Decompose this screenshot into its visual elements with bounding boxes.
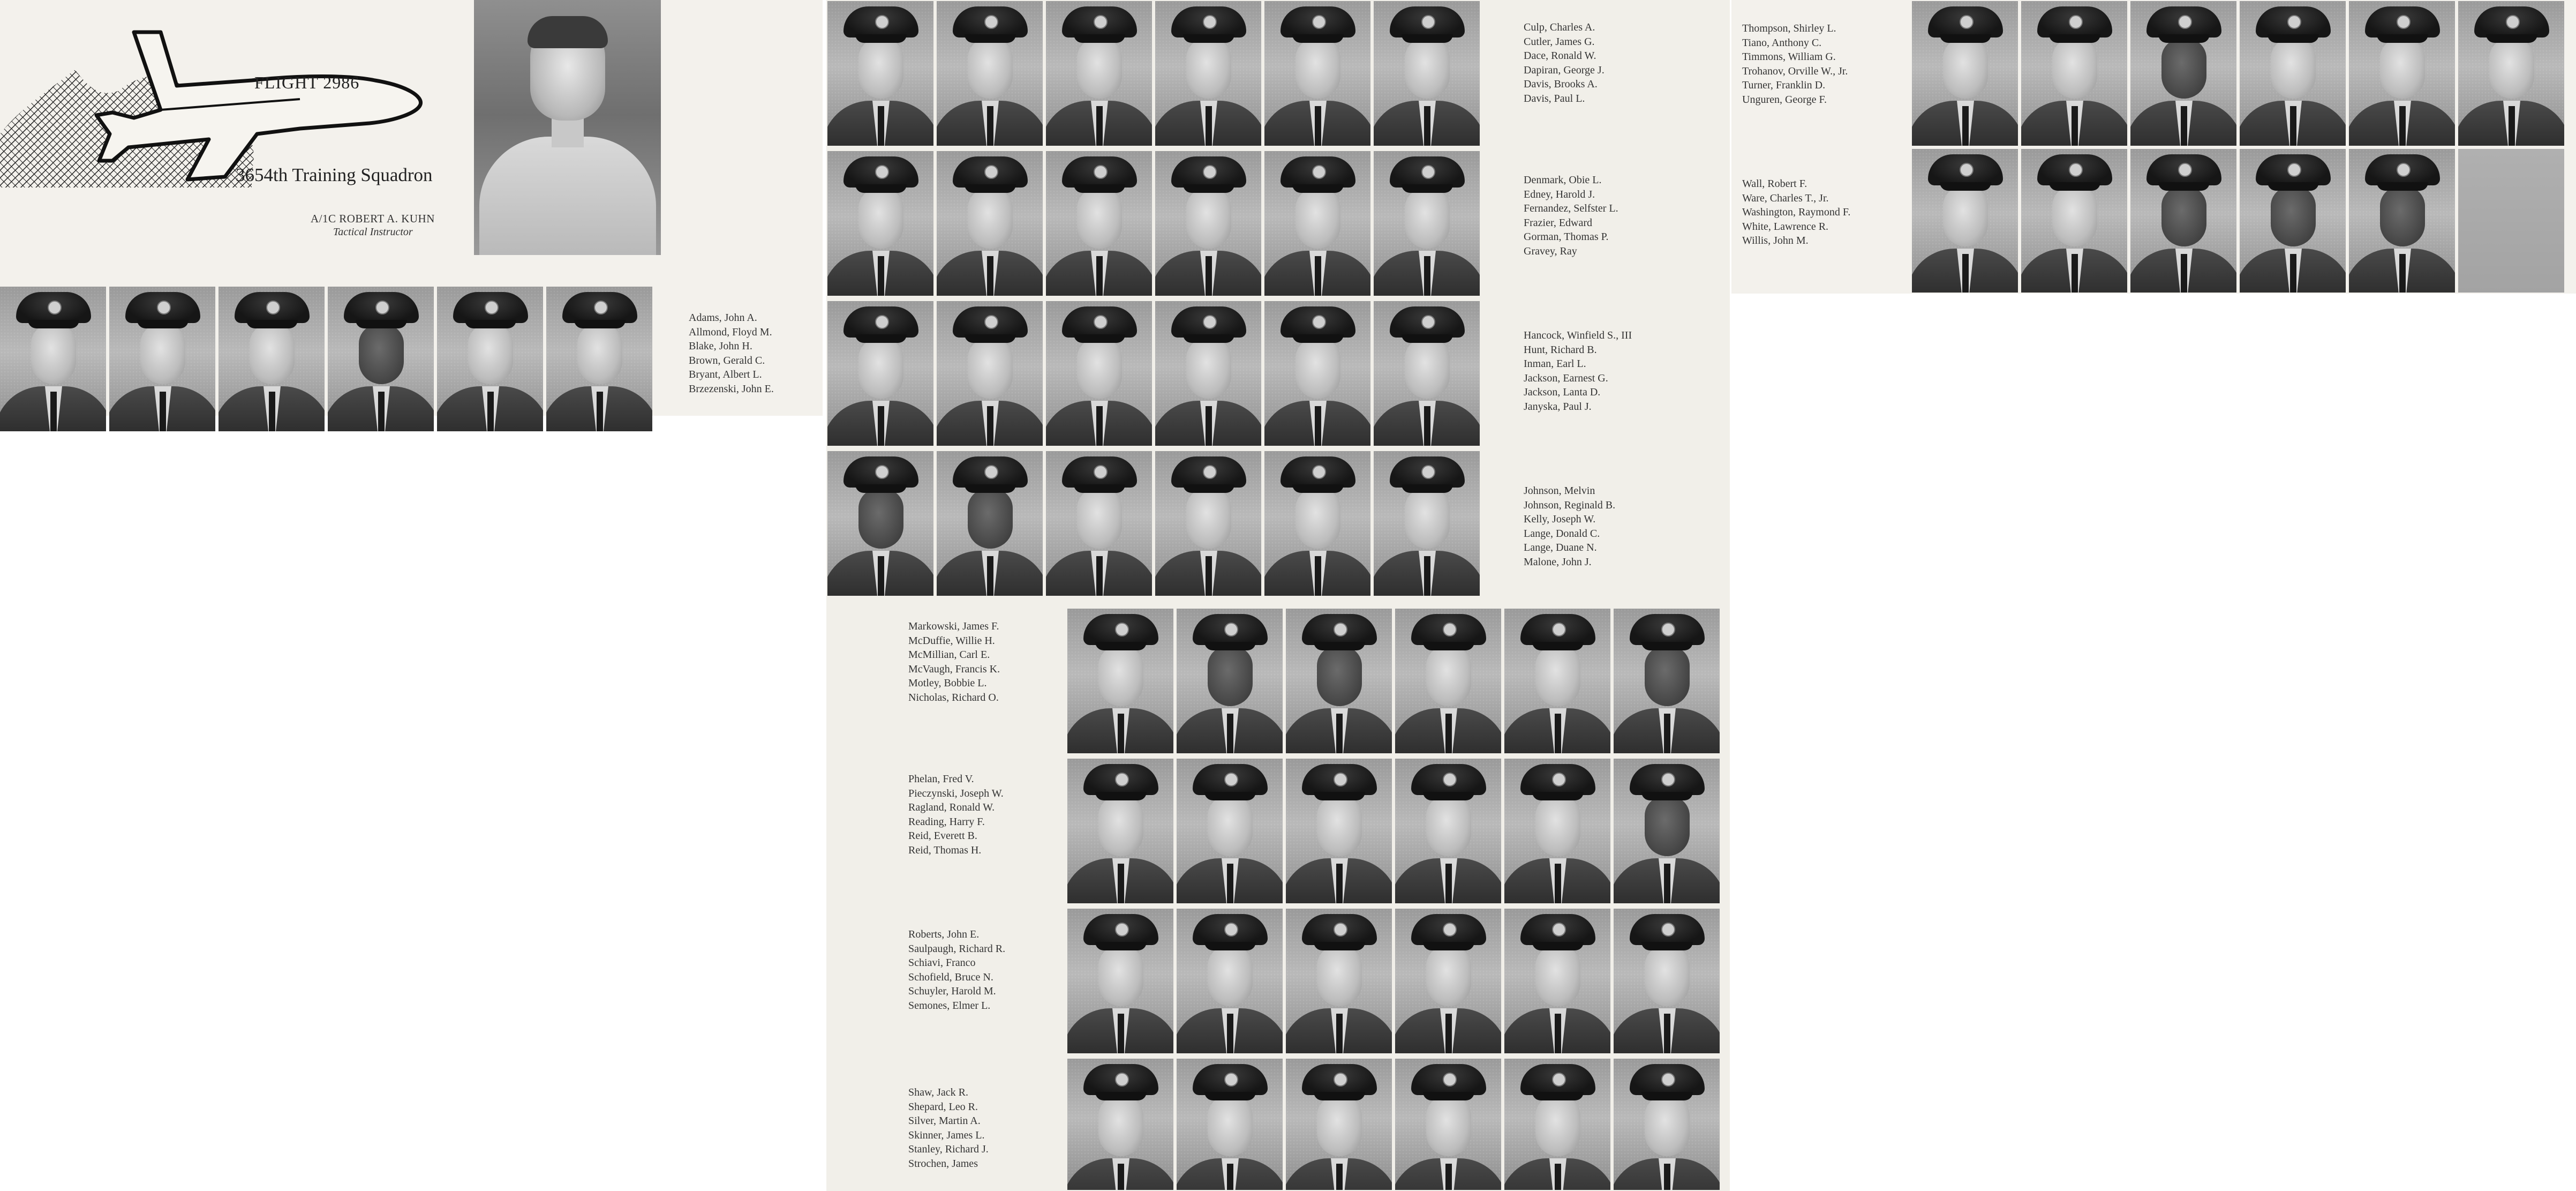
student-name: Johnson, Melvin bbox=[1524, 485, 1595, 497]
squadron-title: 3654th Training Squadron bbox=[236, 164, 433, 185]
student-name: Cutler, James G. bbox=[1524, 35, 1595, 48]
cadet-photo bbox=[827, 1, 933, 146]
cadet-photo bbox=[1395, 759, 1501, 903]
name-list bbox=[908, 772, 1004, 857]
photo-row-5 bbox=[827, 451, 1480, 596]
name-list bbox=[1524, 328, 1632, 414]
cadet-photo bbox=[1286, 909, 1392, 1053]
student-name: Jackson, Earnest G. bbox=[1524, 372, 1608, 384]
student-name: Brzezenski, John E. bbox=[689, 383, 774, 395]
student-name: Gorman, Thomas P. bbox=[1524, 231, 1609, 243]
student-name: Unguren, George F. bbox=[1742, 93, 1827, 106]
cadet-photo bbox=[1046, 1, 1152, 146]
student-name: Ragland, Ronald W. bbox=[908, 802, 995, 813]
cadet-photo bbox=[1264, 151, 1370, 296]
photo-row-7 bbox=[1067, 759, 1720, 903]
student-name: Blake, John H. bbox=[689, 340, 752, 352]
student-name: McDuffie, Willie H. bbox=[908, 634, 995, 647]
cadet-photo bbox=[1374, 151, 1480, 296]
student-name: Pieczynski, Joseph W. bbox=[908, 787, 1004, 799]
name-list bbox=[689, 311, 774, 396]
cadet-photo bbox=[1067, 609, 1173, 753]
cadet-photo bbox=[1614, 759, 1720, 903]
cadet-photo bbox=[1374, 301, 1480, 446]
student-name: Schiavi, Franco bbox=[908, 957, 976, 969]
yearbook-page-center bbox=[826, 0, 1730, 1191]
student-name: Stanley, Richard J. bbox=[908, 1143, 989, 1155]
cadet-photo bbox=[1912, 149, 2018, 293]
cadet-photo bbox=[2240, 149, 2346, 293]
cadet-photo bbox=[1155, 151, 1261, 296]
instructor-role: Tactical Instructor bbox=[333, 226, 413, 238]
name-list bbox=[1524, 484, 1615, 569]
student-name: Schofield, Bruce N. bbox=[908, 971, 993, 983]
cadet-photo bbox=[1046, 151, 1152, 296]
student-name: Roberts, John E. bbox=[908, 928, 980, 940]
student-name: Denmark, Obie L. bbox=[1524, 174, 1602, 186]
name-list bbox=[908, 619, 1000, 705]
cadet-photo bbox=[1504, 1059, 1610, 1190]
cadet-photo bbox=[1177, 909, 1283, 1053]
student-name: Ware, Charles T., Jr. bbox=[1742, 192, 1829, 204]
photo-row-11 bbox=[1912, 149, 2564, 293]
student-name: McMillian, Carl E. bbox=[908, 649, 990, 661]
student-name: Dapiran, George J. bbox=[1524, 64, 1605, 76]
student-name: Phelan, Fred V. bbox=[908, 773, 974, 785]
cadet-photo bbox=[219, 287, 325, 431]
instructor-photo bbox=[474, 0, 661, 255]
cadet-photo bbox=[937, 451, 1043, 596]
student-name: Reading, Harry F. bbox=[908, 815, 985, 828]
photo-row-2 bbox=[827, 1, 1480, 146]
cadet-photo bbox=[827, 451, 933, 596]
student-name: Skinner, James L. bbox=[908, 1129, 985, 1141]
cadet-photo bbox=[937, 1, 1043, 146]
cadet-photo bbox=[437, 287, 543, 431]
cadet-photo bbox=[546, 287, 652, 431]
student-name: Kelly, Joseph W. bbox=[1524, 513, 1596, 525]
yearbook-page-left bbox=[0, 0, 823, 416]
student-name: Tiano, Anthony C. bbox=[1742, 36, 1822, 49]
student-name: Lange, Duane N. bbox=[1524, 542, 1597, 553]
cadet-photo bbox=[1067, 909, 1173, 1053]
student-name: Gravey, Ray bbox=[1524, 245, 1577, 257]
photo-row-3 bbox=[827, 151, 1480, 296]
student-name: Shepard, Leo R. bbox=[908, 1100, 978, 1113]
student-name: Davis, Brooks A. bbox=[1524, 78, 1598, 90]
student-name: Willis, John M. bbox=[1742, 235, 1809, 246]
student-name: Timmons, William G. bbox=[1742, 51, 1836, 63]
student-name: Strochen, James bbox=[908, 1157, 978, 1170]
cadet-photo bbox=[1067, 1059, 1173, 1190]
cadet-photo bbox=[2130, 149, 2236, 293]
yearbook-page-right bbox=[1731, 0, 2576, 294]
student-name: Motley, Bobbie L. bbox=[908, 677, 987, 689]
name-list bbox=[908, 1085, 989, 1171]
student-name: Malone, John J. bbox=[1524, 556, 1592, 568]
photo-row-8 bbox=[1067, 909, 1720, 1053]
photo-row-10 bbox=[1912, 1, 2564, 146]
cadet-photo bbox=[1504, 909, 1610, 1053]
cadet-photo bbox=[1067, 759, 1173, 903]
name-list bbox=[1524, 20, 1605, 106]
photo-row-6 bbox=[1067, 609, 1720, 753]
jet-plane-illustration bbox=[0, 11, 428, 188]
student-name: Semones, Elmer L. bbox=[908, 999, 991, 1012]
student-name: Silver, Martin A. bbox=[908, 1115, 981, 1127]
cadet-photo bbox=[937, 301, 1043, 446]
cadet-photo bbox=[0, 287, 106, 431]
student-name: Hunt, Richard B. bbox=[1524, 343, 1597, 356]
cadet-photo bbox=[2021, 1, 2127, 146]
cadet-photo bbox=[1374, 1, 1480, 146]
student-name: Reid, Thomas H. bbox=[908, 844, 982, 856]
photo-row-9 bbox=[1067, 1059, 1720, 1190]
flight-title: FLIGHT 2986 bbox=[254, 73, 360, 92]
name-list bbox=[1742, 21, 1848, 107]
cadet-photo bbox=[328, 287, 434, 431]
student-name: Dace, Ronald W. bbox=[1524, 50, 1596, 62]
student-name: Hancock, Winfield S., III bbox=[1524, 329, 1632, 341]
student-name: Thompson, Shirley L. bbox=[1742, 23, 1836, 34]
cadet-photo bbox=[1264, 451, 1370, 596]
cadet-photo bbox=[1912, 1, 2018, 146]
student-name: Johnson, Reginald B. bbox=[1524, 499, 1616, 511]
student-name: Saulpaugh, Richard R. bbox=[908, 942, 1006, 955]
cadet-photo bbox=[1614, 1059, 1720, 1190]
student-name: Janyska, Paul J. bbox=[1524, 400, 1592, 413]
cadet-photo bbox=[1177, 1059, 1283, 1190]
instructor-name: A/1C ROBERT A. KUHN bbox=[311, 212, 435, 225]
cadet-photo bbox=[2021, 149, 2127, 293]
photo-row-1 bbox=[0, 287, 652, 431]
photo-row-4 bbox=[827, 301, 1480, 446]
student-name: Shaw, Jack R. bbox=[908, 1087, 969, 1098]
cadet-photo bbox=[1264, 301, 1370, 446]
student-name: Inman, Earl L. bbox=[1524, 358, 1586, 370]
cadet-photo bbox=[1614, 909, 1720, 1053]
cadet-photo bbox=[1155, 451, 1261, 596]
student-name: Davis, Paul L. bbox=[1524, 92, 1585, 104]
student-name: Washington, Raymond F. bbox=[1742, 206, 1851, 218]
student-name: Fernandez, Selfster L. bbox=[1524, 203, 1618, 214]
cadet-photo bbox=[1395, 909, 1501, 1053]
student-name: Markowski, James F. bbox=[908, 620, 999, 632]
cadet-photo bbox=[1177, 759, 1283, 903]
empty-photo-slot bbox=[2458, 149, 2564, 293]
student-name: Allmond, Floyd M. bbox=[689, 326, 772, 338]
cadet-photo bbox=[1504, 609, 1610, 753]
cadet-photo bbox=[1395, 1059, 1501, 1190]
cadet-photo bbox=[1046, 301, 1152, 446]
student-name: Turner, Franklin D. bbox=[1742, 79, 1826, 91]
cadet-photo bbox=[1614, 609, 1720, 753]
cadet-photo bbox=[2458, 1, 2564, 146]
student-name: Frazier, Edward bbox=[1524, 216, 1593, 229]
cadet-photo bbox=[1155, 1, 1261, 146]
student-name: Reid, Everett B. bbox=[908, 830, 977, 842]
student-name: Adams, John A. bbox=[689, 312, 757, 324]
student-name: Edney, Harold J. bbox=[1524, 188, 1595, 200]
student-name: Brown, Gerald C. bbox=[689, 354, 765, 366]
cadet-photo bbox=[827, 151, 933, 296]
cadet-photo bbox=[1155, 301, 1261, 446]
cadet-photo bbox=[2349, 1, 2455, 146]
cadet-photo bbox=[1046, 451, 1152, 596]
student-name: White, Lawrence R. bbox=[1742, 220, 1829, 233]
cadet-photo bbox=[109, 287, 215, 431]
cadet-photo bbox=[2240, 1, 2346, 146]
student-name: Culp, Charles A. bbox=[1524, 21, 1595, 33]
cadet-photo bbox=[1374, 451, 1480, 596]
cadet-photo bbox=[1286, 759, 1392, 903]
student-name: Wall, Robert F. bbox=[1742, 178, 1807, 190]
student-name: Trohanov, Orville W., Jr. bbox=[1742, 65, 1848, 77]
student-name: Lange, Donald C. bbox=[1524, 527, 1600, 540]
student-name: Jackson, Lanta D. bbox=[1524, 386, 1601, 398]
student-name: Schuyler, Harold M. bbox=[908, 985, 996, 997]
cadet-photo bbox=[1395, 609, 1501, 753]
cadet-photo bbox=[2130, 1, 2236, 146]
name-list bbox=[1524, 173, 1618, 258]
cadet-photo bbox=[827, 301, 933, 446]
cadet-photo bbox=[1177, 609, 1283, 753]
student-name: McVaugh, Francis K. bbox=[908, 663, 1000, 675]
name-list bbox=[1742, 177, 1850, 248]
student-name: Nicholas, Richard O. bbox=[908, 691, 999, 703]
cadet-photo bbox=[1286, 609, 1392, 753]
cadet-photo bbox=[1286, 1059, 1392, 1190]
cadet-photo bbox=[937, 151, 1043, 296]
cadet-photo bbox=[1264, 1, 1370, 146]
student-name: Bryant, Albert L. bbox=[689, 369, 762, 380]
name-list bbox=[908, 927, 1005, 1013]
cadet-photo bbox=[2349, 149, 2455, 293]
cadet-photo bbox=[1504, 759, 1610, 903]
